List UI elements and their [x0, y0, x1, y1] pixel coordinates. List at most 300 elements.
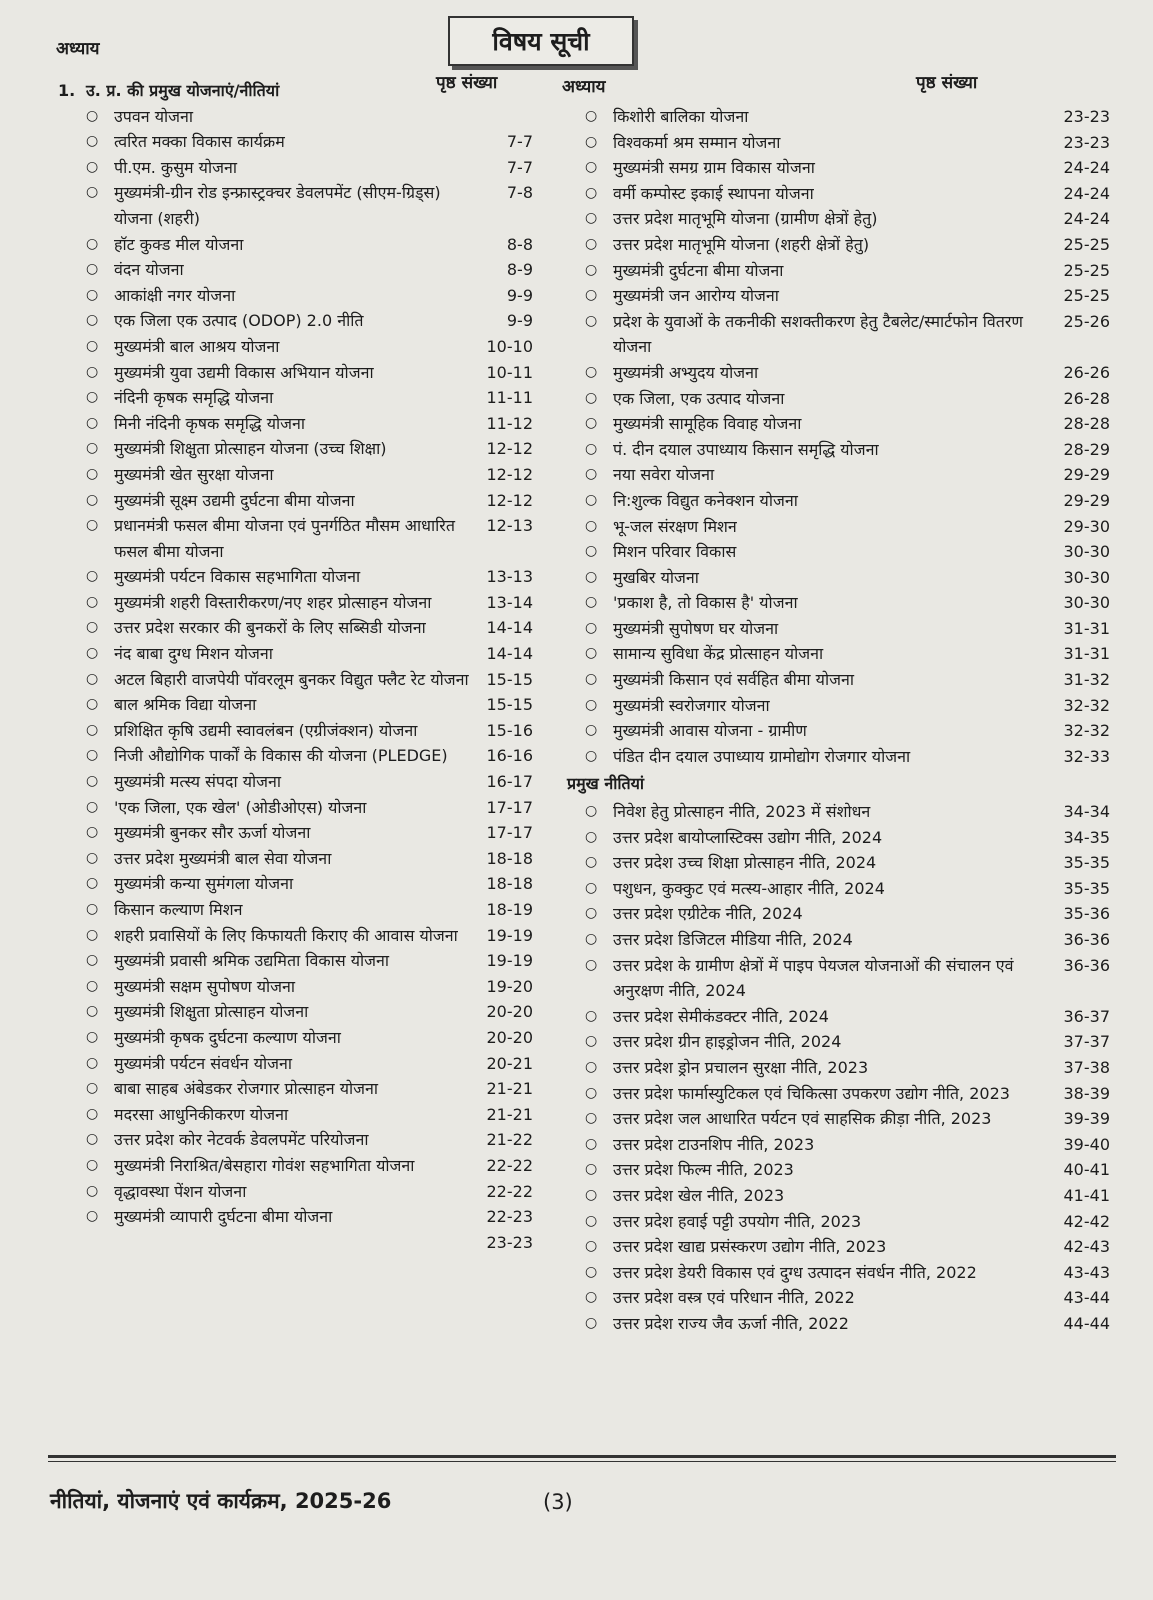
toc-entry — [58, 923, 533, 949]
entry-title: मुख्यमंत्री शिक्षुता प्रोत्साहन योजना (उच्च शिक्षा) — [114, 439, 387, 459]
entry-pages: 11-12 — [486, 413, 533, 433]
entry-pages: 31-31 — [1063, 644, 1110, 664]
toc-entry — [58, 999, 533, 1025]
hollow-circle-icon: ○ — [585, 287, 598, 304]
page-title: विषय सूची — [448, 16, 634, 66]
entry-pages: 23-23 — [1063, 107, 1110, 126]
hollow-circle-icon: ○ — [86, 1208, 99, 1225]
toc-entry — [575, 130, 1110, 156]
toc-entry — [575, 901, 1110, 927]
entry-title: मिशन परिवार विकास — [613, 542, 737, 562]
toc-entry — [58, 308, 533, 334]
section-title: प्रमुख नीतियां — [567, 774, 645, 794]
entry-pages: 12-12 — [486, 490, 533, 510]
entry-pages: 30-30 — [1063, 567, 1110, 587]
toc-entry — [575, 155, 1110, 181]
entry-pages: 30-30 — [1063, 593, 1110, 613]
toc-entry — [575, 539, 1110, 565]
toc-entry — [58, 180, 533, 231]
toc-entry — [58, 948, 533, 974]
entry-title: उत्तर प्रदेश राज्य जैव ऊर्जा नीति, 2022 — [613, 1313, 849, 1333]
entry-title: मुख्यमंत्री निराश्रित/बेसहारा गोवंश सहभागिता योजना — [114, 1155, 415, 1175]
entry-pages: 26-28 — [1063, 388, 1110, 408]
hollow-circle-icon: ○ — [86, 337, 99, 354]
toc-entry — [58, 1179, 533, 1205]
entry-title: बाबा साहब अंबेडकर रोजगार प्रोत्साहन योजना — [114, 1079, 379, 1099]
entry-title: प्रदेश के युवाओं के तकनीकी सशक्तीकरण हेतु टैबलेट/स्मार्टफोन वितरण योजना — [613, 311, 1023, 357]
toc-entry — [58, 283, 533, 309]
hollow-circle-icon: ○ — [86, 696, 99, 713]
entry-pages: 24-24 — [1063, 209, 1110, 229]
toc-entry — [575, 1055, 1110, 1081]
hollow-circle-icon: ○ — [585, 389, 598, 406]
hollow-circle-icon: ○ — [585, 803, 598, 820]
entry-title: उत्तर प्रदेश फिल्म नीति, 2023 — [613, 1160, 794, 1180]
entry-title: उत्तर प्रदेश सेमीकंडक्टर नीति, 2024 — [613, 1006, 829, 1026]
policy-list — [575, 799, 1110, 1336]
entry-title: मुख्यमंत्री दुर्घटना बीमा योजना — [613, 260, 784, 280]
entry-title: उत्तर प्रदेश कोर नेटवर्क डेवलपमेंट परियोजना — [114, 1130, 369, 1150]
toc-entry — [58, 1204, 533, 1230]
hollow-circle-icon: ○ — [585, 568, 598, 585]
hollow-circle-icon: ○ — [86, 1003, 99, 1020]
entry-title: मुख्यमंत्री अभ्युदय योजना — [613, 362, 759, 382]
toc-entry — [575, 1183, 1110, 1209]
entry-title: मुख्यमंत्री बुनकर सौर ऊर्जा योजना — [114, 823, 311, 843]
hollow-circle-icon: ○ — [86, 849, 99, 866]
entry-title: मुख्यमंत्री व्यापारी दुर्घटना बीमा योजना — [114, 1207, 333, 1227]
entry-title: मिनी नंदिनी कृषक समृद्धि योजना — [114, 413, 306, 433]
entry-title: उत्तर प्रदेश बायोप्लास्टिक्स उद्योग नीति, 2024 — [613, 827, 883, 847]
chapter-title: उ. प्र. की प्रमुख योजनाएं/नीतियां — [86, 81, 280, 100]
toc-entry — [575, 927, 1110, 953]
toc-entry — [575, 693, 1110, 719]
entry-title: मुख्यमंत्री जन आरोग्य योजना — [613, 286, 779, 306]
hollow-circle-icon: ○ — [86, 363, 99, 380]
entry-title: मुख्यमंत्री सक्षम सुपोषण योजना — [114, 976, 296, 996]
entry-title: शहरी प्रवासियों के लिए किफायती किराए की आवास योजना — [114, 925, 458, 945]
toc-entry — [575, 411, 1110, 437]
entry-title: निजी औद्योगिक पार्कों के विकास की योजना (PLEDGE) — [114, 746, 448, 766]
entry-title: उत्तर प्रदेश मातृभूमि योजना (ग्रामीण क्षेत्रों हेतु) — [613, 209, 878, 229]
hollow-circle-icon: ○ — [585, 1186, 598, 1203]
entry-title: मुख्यमंत्री शिक्षुता प्रोत्साहन योजना — [114, 1002, 309, 1022]
hollow-circle-icon: ○ — [585, 543, 598, 560]
entry-title: मुख्यमंत्री आवास योजना - ग्रामीण — [613, 721, 807, 741]
toc-entry — [575, 1004, 1110, 1030]
toc-entry — [575, 283, 1110, 309]
entry-pages: 44-44 — [1063, 1313, 1110, 1333]
hollow-circle-icon: ○ — [585, 1135, 598, 1152]
hollow-circle-icon: ○ — [86, 952, 99, 969]
hollow-circle-icon: ○ — [86, 312, 99, 329]
toc-entry — [58, 846, 533, 872]
entry-title: मुख्यमंत्री युवा उद्यमी विकास अभियान योजना — [114, 362, 374, 382]
entry-pages: 10-11 — [486, 362, 533, 382]
entry-pages: 34-35 — [1063, 827, 1110, 847]
entry-pages: 22-23 — [486, 1207, 533, 1227]
entry-pages: 13-14 — [486, 592, 533, 612]
toc-entry — [575, 799, 1110, 825]
toc-entry — [575, 718, 1110, 744]
toc-entry — [575, 1081, 1110, 1107]
toc-entry — [575, 641, 1110, 667]
toc-entry — [575, 1311, 1110, 1337]
entry-pages: 17-17 — [486, 797, 533, 817]
toc-entry — [575, 181, 1110, 207]
hollow-circle-icon: ○ — [585, 1033, 598, 1050]
hollow-circle-icon: ○ — [86, 414, 99, 431]
hollow-circle-icon: ○ — [86, 465, 99, 482]
toc-entry — [58, 667, 533, 693]
toc-entry — [575, 590, 1110, 616]
hollow-circle-icon: ○ — [585, 108, 598, 124]
entry-title: पी.एम. कुसुम योजना — [114, 157, 237, 177]
entry-pages: 18-19 — [486, 900, 533, 919]
entry-title: सामान्य सुविधा केंद्र प्रोत्साहन योजना — [613, 644, 824, 664]
hollow-circle-icon: ○ — [585, 1289, 598, 1306]
toc-entry — [58, 411, 533, 437]
toc-entry — [575, 386, 1110, 412]
entry-title: उत्तर प्रदेश टाउनशिप नीति, 2023 — [613, 1134, 815, 1154]
entry-pages: 25-25 — [1063, 234, 1110, 254]
entry-pages: 35-35 — [1063, 853, 1110, 873]
toc-entry — [58, 129, 533, 155]
hollow-circle-icon: ○ — [585, 1314, 598, 1331]
hollow-circle-icon: ○ — [585, 1110, 598, 1127]
hollow-circle-icon: ○ — [86, 1131, 99, 1148]
entry-title: 'एक जिला, एक खेल' (ओडीओएस) योजना — [114, 797, 367, 817]
hollow-circle-icon: ○ — [86, 1054, 99, 1071]
entry-pages: 21-21 — [486, 1079, 533, 1099]
hollow-circle-icon: ○ — [86, 389, 99, 406]
entry-pages: 36-36 — [1063, 930, 1110, 949]
hollow-circle-icon: ○ — [86, 1105, 99, 1122]
entry-pages: 32-33 — [1063, 746, 1110, 766]
hollow-circle-icon: ○ — [585, 619, 598, 636]
hollow-circle-icon: ○ — [86, 798, 99, 815]
hollow-circle-icon: ○ — [585, 363, 598, 380]
hollow-circle-icon: ○ — [585, 517, 598, 534]
hollow-circle-icon: ○ — [585, 1007, 598, 1024]
toc-entry — [58, 1076, 533, 1102]
entry-title: भू-जल संरक्षण मिशन — [613, 516, 737, 536]
entry-title: उत्तर प्रदेश मुख्यमंत्री बाल सेवा योजना — [114, 848, 332, 868]
toc-entry — [58, 360, 533, 386]
toc-entry — [575, 565, 1110, 591]
entry-pages: 17-17 — [486, 823, 533, 843]
entry-title: मुख्यमंत्री शहरी विस्तारीकरण/नए शहर प्रोत्साहन योजना — [114, 592, 432, 612]
left-page-label: पृष्ठ संख्या — [436, 73, 498, 93]
hollow-circle-icon: ○ — [585, 931, 598, 947]
entry-title: उत्तर प्रदेश डिजिटल मीडिया नीति, 2024 — [613, 930, 853, 949]
entry-title: प्रधानमंत्री फसल बीमा योजना एवं पुनर्गठित मौसम आधारित फसल बीमा योजना — [114, 516, 455, 561]
entry-pages: 34-34 — [1063, 802, 1110, 822]
entry-title: मुख्यमंत्री बाल आश्रय योजना — [114, 336, 280, 356]
toc-entry — [575, 1132, 1110, 1158]
entry-pages: 9-9 — [506, 311, 533, 331]
entry-title: मुख्यमंत्री पर्यटन संवर्धन योजना — [114, 1053, 293, 1073]
toc-entry — [575, 437, 1110, 463]
hollow-circle-icon: ○ — [86, 133, 99, 150]
entry-title: उत्तर प्रदेश खाद्य प्रसंस्करण उद्योग नीति, 2023 — [613, 1237, 887, 1257]
entry-pages: 10-10 — [486, 336, 533, 356]
toc-entry — [58, 1127, 533, 1153]
entry-title: पं. दीन दयाल उपाध्याय किसान समृद्धि योजना — [613, 439, 879, 459]
toc-entry — [575, 462, 1110, 488]
hollow-circle-icon: ○ — [86, 593, 99, 610]
entry-title: बाल श्रमिक विद्या योजना — [114, 695, 257, 715]
toc-entry — [575, 488, 1110, 514]
hollow-circle-icon: ○ — [86, 824, 99, 841]
entry-title: उत्तर प्रदेश उच्च शिक्षा प्रोत्साहन नीति, 2024 — [613, 853, 877, 873]
toc-entry — [575, 616, 1110, 642]
entry-title: उत्तर प्रदेश ड्रोन प्रचालन सुरक्षा नीति, 2023 — [613, 1057, 869, 1077]
hollow-circle-icon: ○ — [585, 671, 598, 688]
entry-pages: 42-43 — [1063, 1237, 1110, 1257]
entry-title: उत्तर प्रदेश फार्मास्युटिकल एवं चिकित्सा उपकरण उद्योग नीति, 2023 — [613, 1083, 1010, 1103]
toc-entry — [575, 667, 1110, 693]
entry-pages: 8-8 — [506, 234, 533, 254]
hollow-circle-icon: ○ — [86, 235, 99, 252]
hollow-circle-icon: ○ — [86, 1080, 99, 1097]
right-chapter-label: अध्याय — [562, 77, 606, 97]
entry-pages: 23-23 — [1063, 132, 1110, 152]
hollow-circle-icon: ○ — [86, 977, 99, 994]
hollow-circle-icon: ○ — [86, 286, 99, 303]
entry-pages: 32-32 — [1063, 721, 1110, 741]
entry-title: 'प्रकाश है, तो विकास है' योजना — [613, 593, 798, 613]
hollow-circle-icon: ○ — [585, 415, 598, 432]
entry-title: उत्तर प्रदेश जल आधारित पर्यटन एवं साहसिक क्रीड़ा नीति, 2023 — [613, 1109, 992, 1129]
hollow-circle-icon: ○ — [86, 107, 99, 124]
entry-title: उत्तर प्रदेश के ग्रामीण क्षेत्रों में पाइप पेयजल योजनाओं की संचालन एवं अनुरक्षण नीति, 2024 — [613, 955, 1014, 1001]
entry-title: नंद बाबा दुग्ध मिशन योजना — [114, 644, 273, 664]
entry-pages: 36-36 — [1063, 955, 1110, 975]
hollow-circle-icon: ○ — [585, 133, 598, 150]
hollow-circle-icon: ○ — [585, 956, 598, 973]
entry-pages: 7-7 — [506, 157, 533, 177]
hollow-circle-icon: ○ — [585, 312, 598, 329]
entry-title: उत्तर प्रदेश खेल नीति, 2023 — [613, 1185, 785, 1205]
toc-entry — [575, 232, 1110, 258]
toc-entry — [58, 1051, 533, 1077]
right-column — [567, 104, 1110, 1337]
entry-pages: 39-39 — [1063, 1109, 1110, 1129]
toc-entry — [58, 743, 533, 769]
hollow-circle-icon: ○ — [585, 1238, 598, 1255]
entry-title: त्वरित मक्का विकास कार्यक्रम — [114, 132, 285, 152]
entry-title: एक जिला एक उत्पाद (ODOP) 2.0 नीति — [114, 311, 364, 331]
entry-pages: 15-15 — [486, 669, 533, 689]
entry-pages: 24-24 — [1063, 183, 1110, 203]
entry-pages: 20-20 — [486, 1027, 533, 1047]
hollow-circle-icon: ○ — [585, 261, 598, 278]
hollow-circle-icon: ○ — [86, 158, 99, 175]
entry-pages: 43-43 — [1063, 1262, 1110, 1282]
hollow-circle-icon: ○ — [86, 517, 99, 534]
toc-entry — [575, 1106, 1110, 1132]
chapter-heading — [58, 78, 533, 104]
hollow-circle-icon: ○ — [86, 901, 99, 917]
toc-entry — [575, 1234, 1110, 1260]
entry-pages: 18-18 — [486, 848, 533, 868]
entry-title: उत्तर प्रदेश सरकार की बुनकरों के लिए सब्सिडी योजना — [114, 618, 426, 638]
hollow-circle-icon: ○ — [585, 645, 598, 662]
entry-title: मुख्यमंत्री पर्यटन विकास सहभागिता योजना — [114, 567, 361, 587]
hollow-circle-icon: ○ — [86, 491, 99, 508]
entry-pages: 37-37 — [1063, 1032, 1110, 1052]
entry-title: वृद्धावस्था पेंशन योजना — [114, 1181, 247, 1201]
toc-entry — [58, 488, 533, 514]
entry-title: नंदिनी कृषक समृद्धि योजना — [114, 388, 274, 408]
chapter-number: 1. — [58, 81, 76, 100]
hollow-circle-icon: ○ — [585, 159, 598, 176]
entry-pages: 14-14 — [486, 618, 533, 638]
entry-pages: 12-12 — [486, 464, 533, 484]
entry-title: मुख्यमंत्री प्रवासी श्रमिक उद्यमिता विकास योजना — [114, 951, 390, 971]
hollow-circle-icon: ○ — [585, 440, 598, 457]
entry-title: मुख्यमंत्री किसान एवं सर्वहित बीमा योजना — [613, 670, 854, 690]
left-column — [58, 78, 533, 1255]
entry-pages: 32-32 — [1063, 695, 1110, 715]
entry-pages: 29-30 — [1063, 516, 1110, 536]
page-number: (3) — [543, 1490, 573, 1514]
hollow-circle-icon: ○ — [585, 466, 598, 483]
toc-entry — [575, 104, 1110, 130]
toc-entry — [575, 309, 1110, 360]
left-chapter-label: अध्याय — [56, 39, 100, 59]
entry-pages: 16-17 — [486, 772, 533, 792]
entry-title: उत्तर प्रदेश वस्त्र एवं परिधान नीति, 2022 — [613, 1288, 855, 1308]
toc-entry — [58, 795, 533, 821]
toc-entry — [575, 850, 1110, 876]
entry-pages: 19-20 — [486, 976, 533, 996]
hollow-circle-icon: ○ — [86, 875, 99, 892]
entry-pages: 7-8 — [506, 183, 533, 203]
entry-title: उत्तर प्रदेश ग्रीन हाइड्रोजन नीति, 2024 — [613, 1032, 842, 1052]
toc-entry — [58, 104, 533, 130]
hollow-circle-icon: ○ — [585, 905, 598, 922]
hollow-circle-icon: ○ — [585, 854, 598, 871]
toc-entry — [58, 564, 533, 590]
hollow-circle-icon: ○ — [585, 1058, 598, 1075]
entry-title: मुख्यमंत्री कृषक दुर्घटना कल्याण योजना — [114, 1027, 341, 1047]
entry-pages: 25-25 — [1063, 286, 1110, 306]
toc-entry — [575, 876, 1110, 902]
entry-pages: 22-22 — [486, 1181, 533, 1201]
hollow-circle-icon: ○ — [86, 645, 99, 662]
entry-pages: 20-21 — [486, 1053, 533, 1073]
toc-entry — [58, 232, 533, 258]
entry-pages: 21-22 — [486, 1130, 533, 1150]
toc-entry — [575, 953, 1110, 1004]
entry-title: उत्तर प्रदेश एग्रीटेक नीति, 2024 — [613, 904, 803, 924]
toc-entry — [58, 897, 533, 923]
entry-pages: 12-13 — [486, 516, 533, 536]
entry-title: एक जिला, एक उत्पाद योजना — [613, 388, 785, 408]
toc-entry — [58, 334, 533, 360]
entry-title: नि:शुल्क विद्युत कनेक्शन योजना — [613, 490, 798, 510]
toc-entry — [58, 615, 533, 641]
book-title: नीतियां, योजनाएं एवं कार्यक्रम, 2025-26 — [50, 1489, 392, 1513]
entry-pages: 8-9 — [506, 260, 533, 280]
hollow-circle-icon: ○ — [86, 1156, 99, 1173]
entry-pages: 40-41 — [1063, 1160, 1110, 1180]
entry-title: निवेश हेतु प्रोत्साहन नीति, 2023 में संशोधन — [613, 802, 871, 822]
entry-pages: 38-39 — [1063, 1083, 1110, 1103]
toc-entry — [58, 718, 533, 744]
hollow-circle-icon: ○ — [585, 879, 598, 896]
entry-title: मुख्यमंत्री स्वरोजगार योजना — [613, 695, 770, 715]
entry-pages: 15-16 — [486, 720, 533, 740]
entry-pages: 28-29 — [1063, 439, 1110, 459]
entry-pages: 22-22 — [486, 1155, 533, 1175]
entry-title: प्रशिक्षित कृषि उद्यमी स्वावलंबन (एग्रीजंक्शन) योजना — [114, 720, 418, 740]
entry-pages: 12-12 — [486, 439, 533, 459]
entry-pages: 13-13 — [486, 567, 533, 587]
entry-pages: 35-36 — [1063, 904, 1110, 924]
entry-title: पशुधन, कुक्कुट एवं मत्स्य-आहार नीति, 2024 — [613, 878, 885, 898]
entry-pages: 31-32 — [1063, 670, 1110, 690]
hollow-circle-icon: ○ — [86, 1028, 99, 1045]
hollow-circle-icon: ○ — [585, 594, 598, 611]
entry-title: मुख्यमंत्री सूक्ष्म उद्यमी दुर्घटना बीमा योजना — [114, 490, 355, 510]
toc-entry — [58, 385, 533, 411]
entry-title: मुख्यमंत्री खेत सुरक्षा योजना — [114, 464, 274, 484]
toc-entry — [58, 641, 533, 667]
hollow-circle-icon: ○ — [585, 1263, 598, 1280]
hollow-circle-icon: ○ — [585, 696, 598, 713]
hollow-circle-icon: ○ — [585, 1084, 598, 1101]
entry-pages: 21-21 — [486, 1104, 533, 1124]
entry-pages: 35-35 — [1063, 878, 1110, 898]
entry-pages: 26-26 — [1063, 362, 1110, 382]
hollow-circle-icon: ○ — [585, 828, 598, 845]
entry-pages: 25-25 — [1063, 260, 1110, 280]
entry-title: मुख्यमंत्री सुपोषण घर योजना — [613, 618, 779, 638]
toc-entry — [575, 514, 1110, 540]
entry-pages: 18-18 — [486, 874, 533, 894]
entry-title: अटल बिहारी वाजपेयी पॉवरलूम बुनकर विद्युत फ्लैट रेट योजना — [114, 669, 469, 689]
entry-title: मुख्यमंत्री सामूहिक विवाह योजना — [613, 414, 802, 434]
entry-pages: 37-38 — [1063, 1057, 1110, 1077]
toc-entry — [58, 436, 533, 462]
toc-entry — [58, 590, 533, 616]
entry-title: विश्वकर्मा श्रम सम्मान योजना — [613, 132, 781, 152]
hollow-circle-icon: ○ — [585, 235, 598, 252]
hollow-circle-icon: ○ — [585, 491, 598, 508]
entry-pages: 29-29 — [1063, 465, 1110, 485]
entry-pages: 24-24 — [1063, 158, 1110, 178]
entry-title: पंडित दीन दयाल उपाध्याय ग्रामोद्योग रोजगार योजना — [613, 746, 911, 766]
entry-title: उत्तर प्रदेश डेयरी विकास एवं दुग्ध उत्पादन संवर्धन नीति, 2022 — [613, 1262, 977, 1282]
toc-entry — [575, 1260, 1110, 1286]
entry-pages: 31-31 — [1063, 618, 1110, 638]
entry-title: किशोरी बालिका योजना — [613, 107, 749, 126]
entry-pages: 25-26 — [1063, 311, 1110, 331]
entry-pages: 28-28 — [1063, 414, 1110, 434]
toc-entry — [58, 871, 533, 897]
hollow-circle-icon: ○ — [86, 619, 99, 636]
hollow-circle-icon: ○ — [86, 440, 99, 457]
entry-title: उपवन योजना — [114, 106, 194, 126]
entry-pages: 14-14 — [486, 644, 533, 664]
toc-entry — [575, 1285, 1110, 1311]
toc-entry — [575, 825, 1110, 851]
toc-entry — [575, 1209, 1110, 1235]
hollow-circle-icon: ○ — [86, 1182, 99, 1199]
